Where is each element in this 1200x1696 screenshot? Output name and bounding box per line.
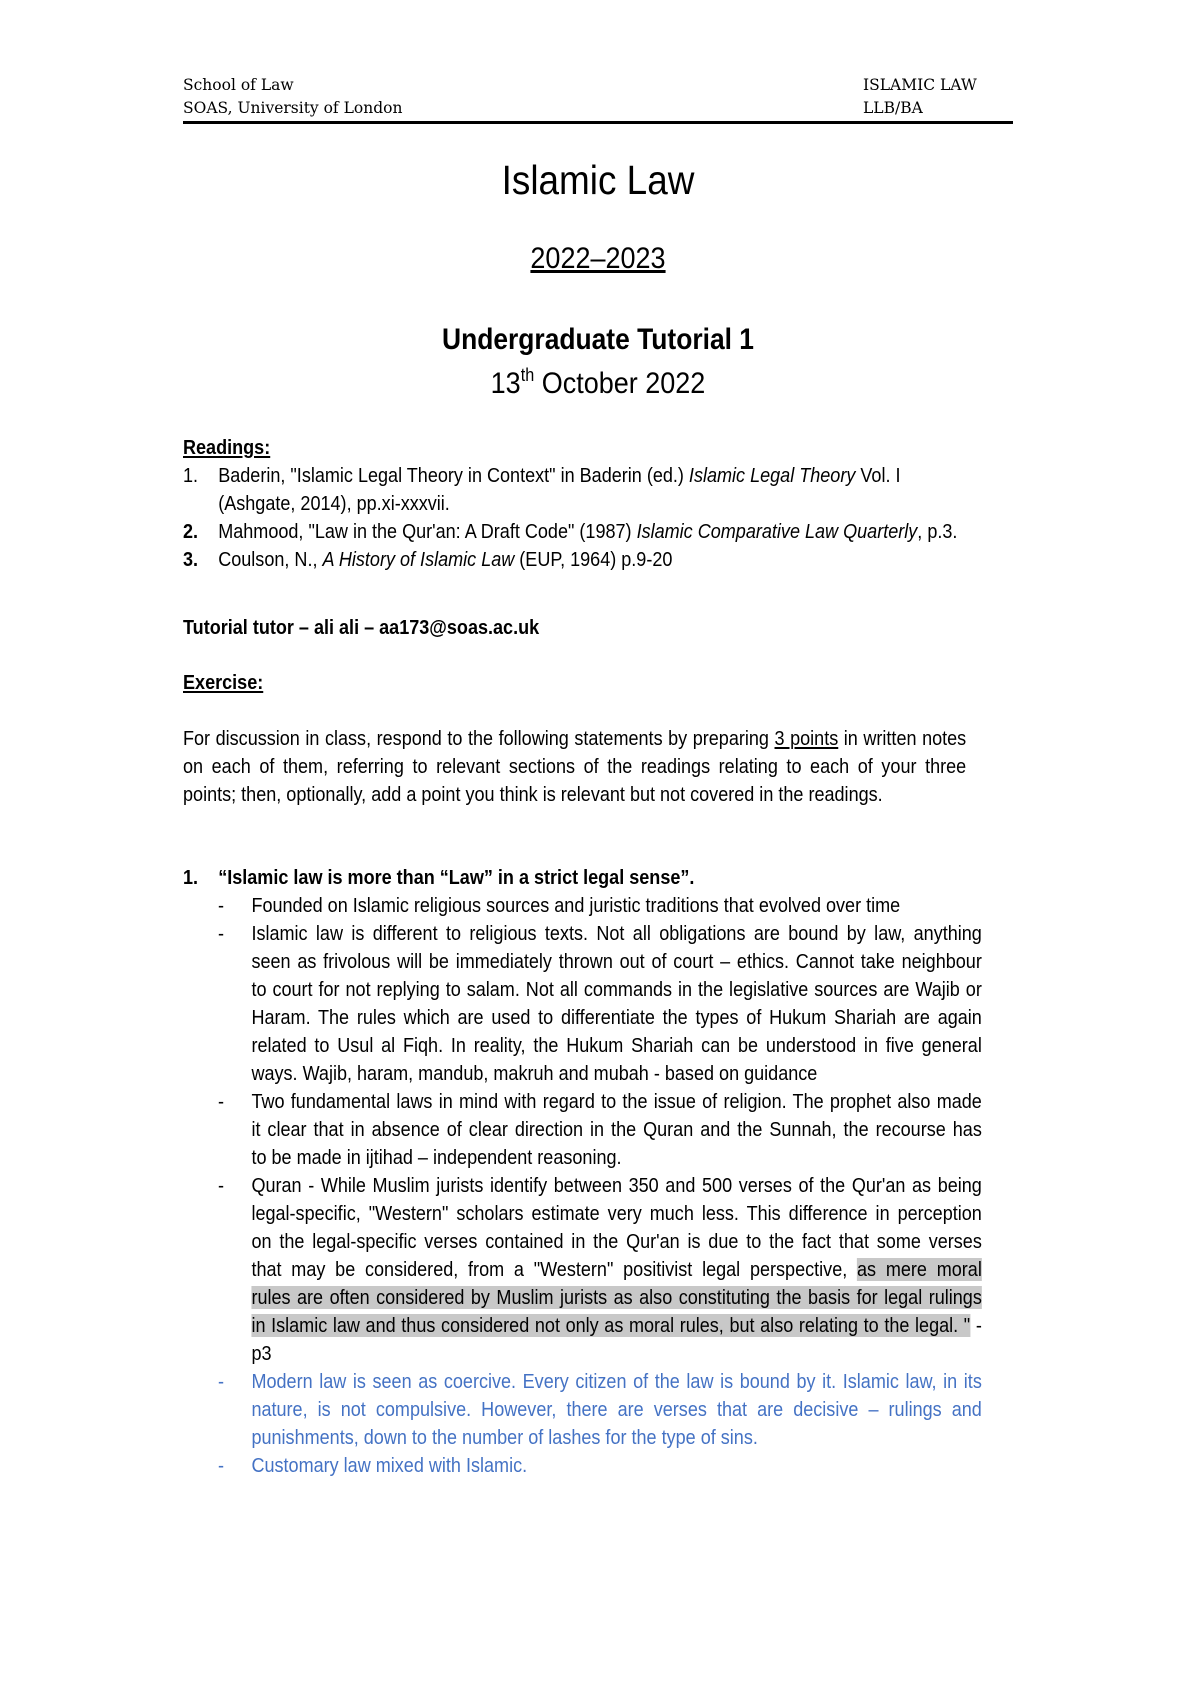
header-school: School of Law xyxy=(183,76,294,94)
tutorial-title: Undergraduate Tutorial 1 xyxy=(442,323,754,356)
bullet-text: Founded on Islamic religious sources and juristic traditions that evolved over time xyxy=(251,894,901,917)
question-text: “Islamic law is more than “Law” in a strict legal sense”. xyxy=(218,866,695,889)
header-course: ISLAMIC LAW xyxy=(863,76,977,94)
date-rest: October 2022 xyxy=(534,367,706,400)
bullet-text: ways. Wajib, haram, mandub, makruh and mubah - based on guidance xyxy=(251,1062,818,1085)
bullet-text: to court for not replying to salam. Not all commands in the legislative sources are Wajib or xyxy=(251,978,982,1001)
academic-year: 2022–2023 xyxy=(530,242,666,275)
intro-text: For discussion in class, respond to the following statements by preparing xyxy=(183,727,775,750)
highlighted-quote: in Islamic law and thus considered not only as moral rules, but also relating to the legal. " xyxy=(251,1314,971,1337)
intro-text: on each of them, referring to relevant sections of the readings relating to each of your three xyxy=(183,755,967,778)
tutor-line: Tutorial tutor – ali ali – aa173@soas.ac.uk xyxy=(183,616,540,639)
bullet-text: it clear that in absence of clear direction in the Quran and the Sunnah, the recourse has xyxy=(251,1118,982,1141)
bullet-dash: - xyxy=(218,1174,225,1197)
reading-text: (EUP, 1964) p.9-20 xyxy=(514,548,673,571)
bullet-text: legal-specific, "Western" scholars estimate very much less. This difference in perception xyxy=(251,1202,982,1225)
reading-text: , p.3. xyxy=(917,520,958,543)
highlighted-quote: rules are often considered by Muslim jurists as also constituting the basis for legal rulings xyxy=(251,1286,982,1309)
bullet-dash: - xyxy=(218,1454,225,1477)
bullet-text: Islamic law is different to religious texts. Not all obligations are bound by law, anything xyxy=(251,922,982,945)
date-day: 13 xyxy=(490,367,521,400)
bullet-dash: - xyxy=(218,1370,225,1393)
reading-number: 2. xyxy=(183,520,199,543)
question-number: 1. xyxy=(183,866,199,889)
header-rule xyxy=(183,121,1013,124)
reading-text: Vol. I xyxy=(855,464,901,487)
reading-text: Baderin, "Islamic Legal Theory in Context" in Baderin (ed.) xyxy=(218,464,689,487)
reading-number: 3. xyxy=(183,548,199,571)
reading-number: 1. xyxy=(183,464,199,487)
bullet-text: Modern law is seen as coercive. Every citizen of the law is bound by it. Islamic law, in its xyxy=(251,1370,982,1393)
bullet-text: on the legal-specific verses contained in the Qur'an is due to the fact that some verses xyxy=(251,1230,982,1253)
bullet-text: Quran - While Muslim jurists identify between 350 and 500 verses of the Qur'an as being xyxy=(251,1174,982,1197)
document-title: Islamic Law xyxy=(501,157,695,203)
reading-text: Mahmood, "Law in the Qur'an: A Draft Code" (1987) xyxy=(218,520,637,543)
reading-title: Islamic Comparative Law Quarterly xyxy=(636,520,918,543)
highlighted-quote: as mere moral xyxy=(857,1258,982,1281)
bullet-text: - xyxy=(970,1314,982,1337)
header-university: SOAS, University of London xyxy=(183,99,403,117)
intro-text: points; then, optionally, add a point you think is relevant but not covered in the readings. xyxy=(183,783,883,806)
bullet-dash: - xyxy=(218,1090,225,1113)
header-degree: LLB/BA xyxy=(863,99,923,117)
bullet-text: seen as frivolous will be immediately thrown out of court – ethics. Cannot take neighbour xyxy=(251,950,982,973)
intro-text: in written notes xyxy=(838,727,967,750)
date-suffix: th xyxy=(520,365,535,385)
bullet-text: to be made in ijtihad – independent reasoning. xyxy=(251,1146,622,1169)
exercise-intro xyxy=(183,725,966,809)
bullet-text: Two fundamental laws in mind with regard to the issue of religion. The prophet also made xyxy=(251,1090,982,1113)
exercise-heading: Exercise: xyxy=(183,671,264,694)
reading-title: A History of Islamic Law xyxy=(322,548,515,571)
reading-text: (Ashgate, 2014), pp.xi-xxxvii. xyxy=(218,492,450,515)
bullet-dash: - xyxy=(218,894,225,917)
bullet-text: p3 xyxy=(251,1342,272,1365)
reading-text: Coulson, N., xyxy=(218,548,323,571)
bullet-dash: - xyxy=(218,922,225,945)
bullet-text: Haram. The rules which are used to differentiate the types of Hukum Shariah are again xyxy=(251,1006,982,1029)
bullet-text: related to Usul al Fiqh. In reality, the Hukum Shariah can be understood in five general xyxy=(251,1034,982,1057)
bullet-text: Customary law mixed with Islamic. xyxy=(251,1454,528,1477)
readings-heading: Readings: xyxy=(183,436,271,459)
tutorial-date xyxy=(225,364,972,404)
reading-title: Islamic Legal Theory xyxy=(688,464,856,487)
bullet-text: nature, is not compulsive. However, there are verses that are decisive – rulings and xyxy=(251,1398,982,1421)
page-header xyxy=(183,74,1013,120)
bullet-text: that may be considered, from a "Western" positivist legal perspective, xyxy=(251,1258,858,1281)
bullet-text: punishments, down to the number of lashes for the type of sins. xyxy=(251,1426,758,1449)
intro-emphasis: 3 points xyxy=(774,727,839,750)
